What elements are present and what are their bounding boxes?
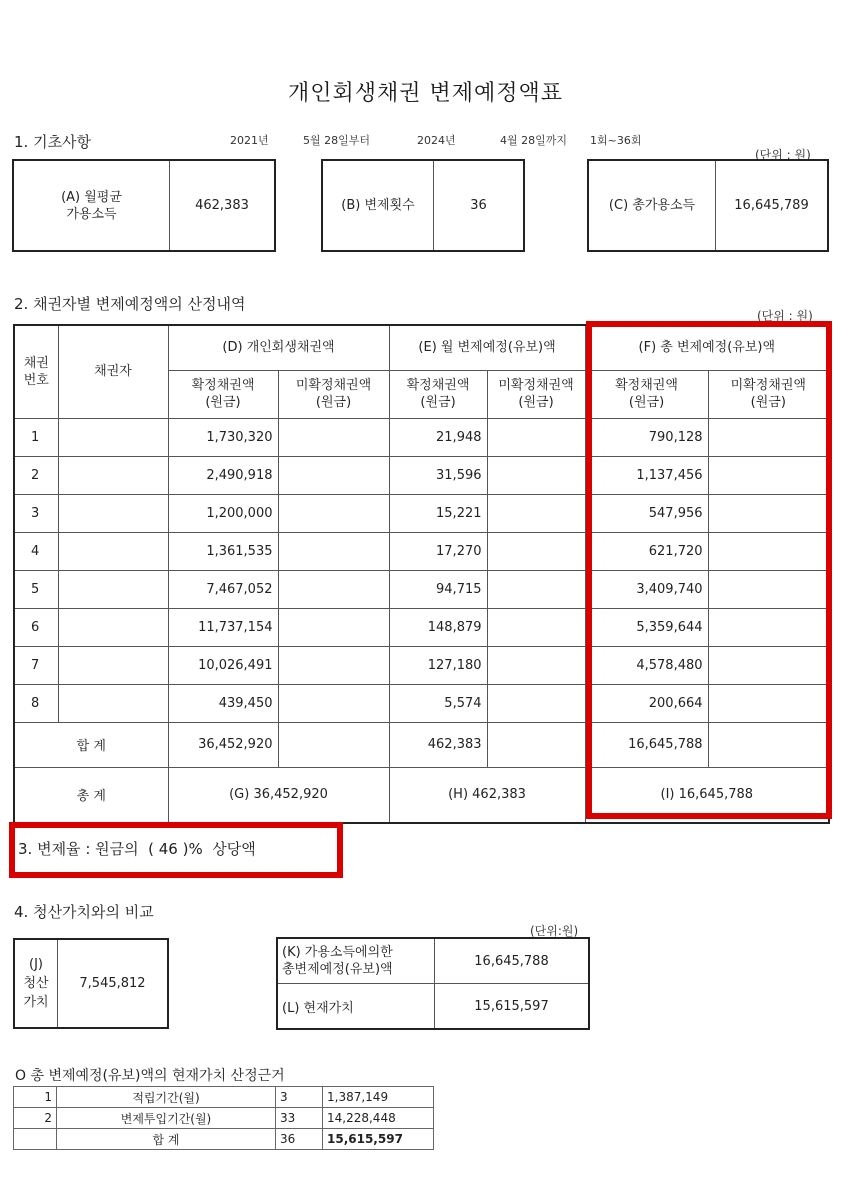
section2-heading: 2. 채권자별 변제예정액의 산정내역: [14, 295, 246, 313]
table-row: 6 11,737,154 148,879 5,359,644: [14, 608, 829, 646]
period-start-md: 5월 28일부터: [303, 134, 370, 147]
table-row: 합 계 36 15,615,597: [14, 1129, 434, 1150]
table-row: 2 2,490,918 31,596 1,137,456: [14, 456, 829, 494]
grand-total-i: (I) 16,645,788: [585, 767, 829, 823]
box-b-value: 36: [470, 198, 487, 213]
k-value: 16,645,788: [435, 938, 590, 984]
grand-total-row: 총 계 (G) 36,452,920 (H) 462,383 (I) 16,645,788: [14, 767, 829, 823]
table-row: [277, 984, 589, 1030]
box-c-total-income: [587, 159, 829, 252]
table-row: 4 1,361,535 17,270 621,720: [14, 532, 829, 570]
box-a-monthly-income: [12, 159, 276, 252]
header-e: (E) 월 변제예정(유보)액: [389, 325, 585, 370]
header-d-unconfirmed: 미확정채권액 (원금): [278, 370, 389, 418]
header-f: (F) 총 변제예정(유보)액: [585, 325, 829, 370]
table-row: 7 10,026,491 127,180 4,578,480: [14, 646, 829, 684]
table-row: 1 적립기간(월) 3 1,387,149: [14, 1087, 434, 1108]
table-row: 3 1,200,000 15,221 547,956: [14, 494, 829, 532]
period-end-year: 2024년: [417, 134, 456, 147]
box-b-label: (B) 변제횟수: [323, 161, 434, 250]
header-f-unconfirmed: 미확정채권액 (원금): [708, 370, 829, 418]
creditor-table: [13, 324, 830, 824]
grand-total-h: (H) 462,383: [389, 767, 585, 823]
table-row: 8 439,450 5,574 200,664: [14, 684, 829, 722]
comparison-table: [276, 937, 590, 1030]
l-value: 15,615,597: [435, 984, 590, 1030]
header-no: 채권 번호: [14, 325, 58, 418]
box-b-repayment-count: [321, 159, 525, 252]
box-a-label-2: 가용소득: [66, 206, 117, 222]
box-c-value: 16,645,789: [734, 198, 809, 213]
section4-unit: (단위:원): [530, 924, 579, 938]
document-title: 개인회생채권 변제예정액표: [287, 81, 564, 106]
table-row: 2 변제투입기간(월) 33 14,228,448: [14, 1108, 434, 1129]
box-a-label-1: (A) 월평균: [61, 189, 122, 205]
header-f-confirmed: 확정채권액 (원금): [585, 370, 708, 418]
header-creditor: 채권자: [58, 325, 168, 418]
box-a-value: 462,383: [195, 198, 249, 213]
liquidation-value-box: (J) 청산 가치 7,545,812: [13, 938, 169, 1029]
section2-unit: (단위 : 원): [757, 309, 813, 323]
section5-heading: O 총 변제예정(유보)액의 현재가치 산정근거: [15, 1068, 285, 1084]
period-start-year: 2021년: [230, 134, 269, 147]
header-e-unconfirmed: 미확정채권액 (원금): [487, 370, 585, 418]
table-row: 5 7,467,052 94,715 3,409,740: [14, 570, 829, 608]
section4-heading: 4. 청산가치와의 비교: [14, 903, 154, 921]
box-c-label: (C) 총가용소득: [589, 161, 716, 250]
repayment-rate-text: 3. 변제율 : 원금의 ( 46 )% 상당액: [18, 840, 256, 858]
table-row: 1 1,730,320 21,948 790,128: [14, 418, 829, 456]
header-d-confirmed: 확정채권액 (원금): [168, 370, 278, 418]
header-d: (D) 개인회생채권액: [168, 325, 389, 370]
grand-total-g: (G) 36,452,920: [168, 767, 389, 823]
table-row: (K) 가용소득에의한 총변제예정(유보)액 16,645,788: [277, 938, 589, 984]
period-rounds: 1회~36회: [590, 134, 642, 147]
subtotal-row: 합 계 36,452,920 462,383 16,645,788: [14, 722, 829, 767]
section1-heading: 1. 기초사항: [14, 133, 92, 151]
present-value-basis-table: [13, 1086, 434, 1150]
l-label: (L) 현재가치: [277, 984, 435, 1030]
period-end-md: 4월 28일까지: [500, 134, 567, 147]
section1-unit: (단위 : 원): [755, 148, 811, 162]
liquidation-value: 7,545,812: [79, 976, 146, 991]
header-e-confirmed: 확정채권액 (원금): [389, 370, 487, 418]
